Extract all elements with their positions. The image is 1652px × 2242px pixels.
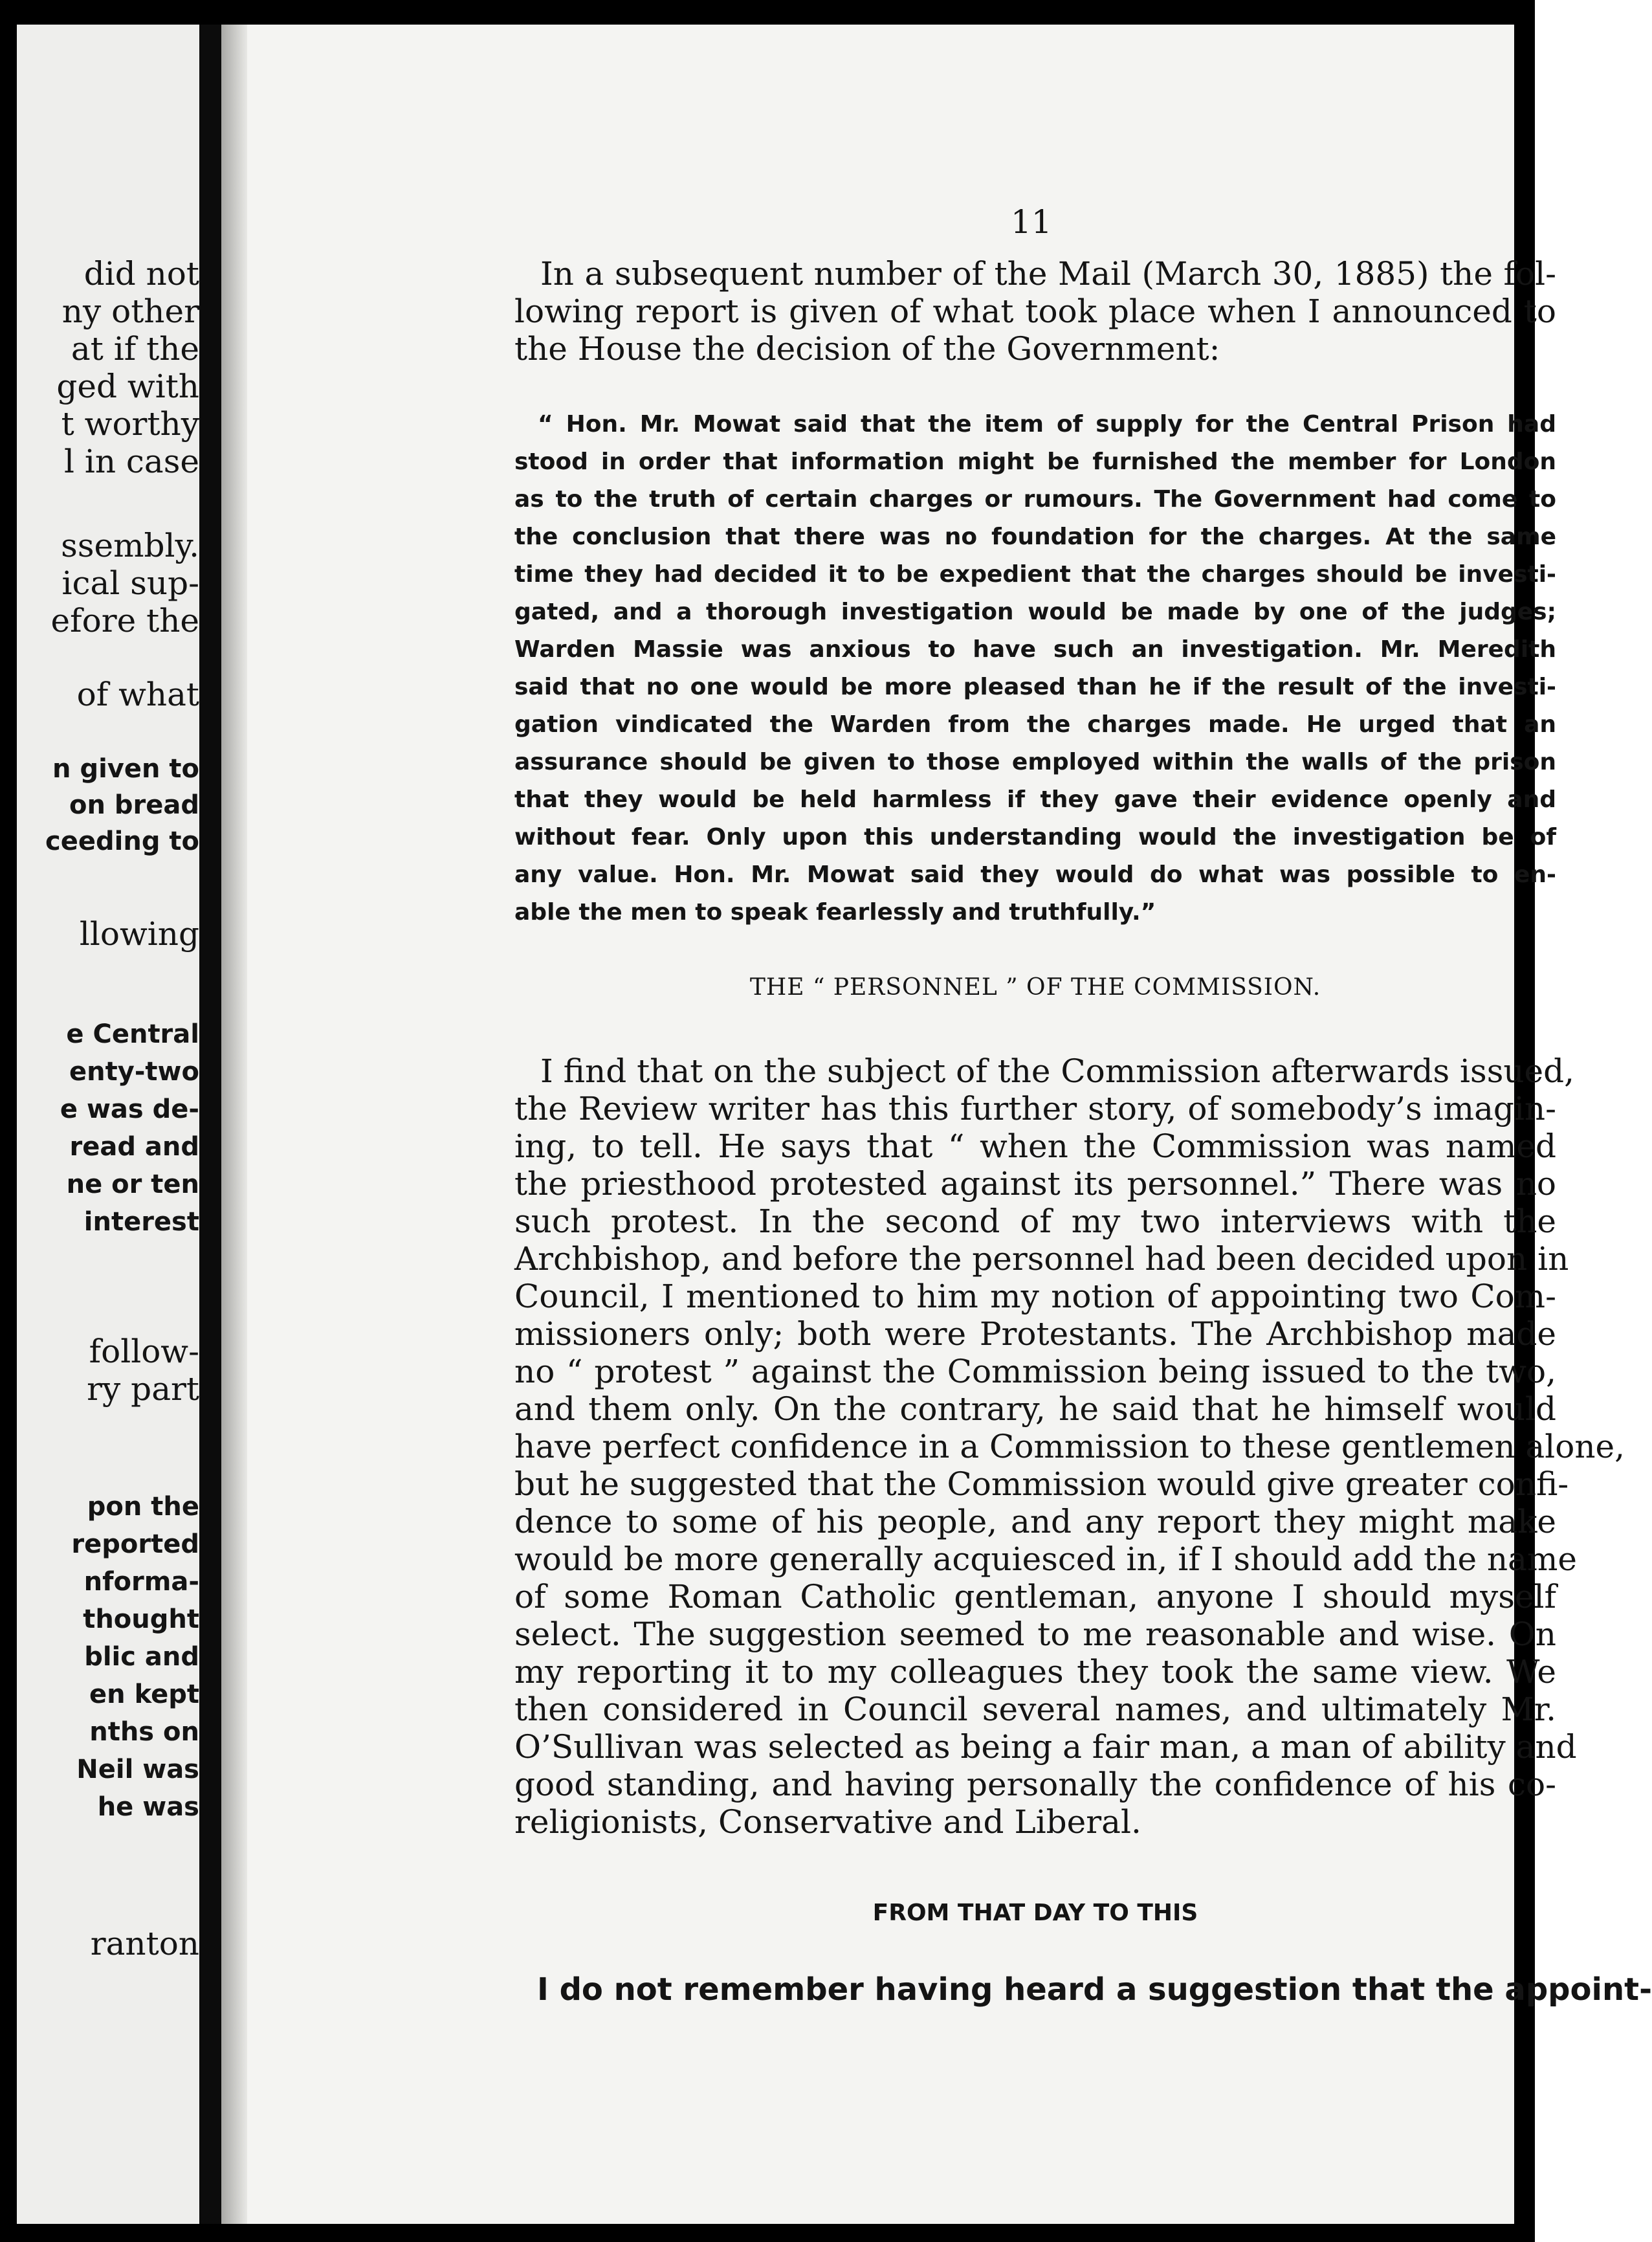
gutter-shadow xyxy=(221,25,247,2224)
left-page-fragment: pon the xyxy=(87,1492,199,1522)
body-line: but he suggested that the Commission would give greater confi- xyxy=(514,1465,1569,1503)
section-heading-from-that-day: FROM THAT DAY TO THIS xyxy=(872,1900,1198,1926)
body-line: have perfect confidence in a Commission to these gentlemen alone, xyxy=(514,1428,1625,1465)
intro-line: lowing report is given of what took place when I announced to xyxy=(514,293,1556,330)
quote-line: the conclusion that there was no foundation for the charges. At the same xyxy=(514,524,1556,550)
left-page-fragment: en kept xyxy=(89,1680,199,1709)
body-line: O’Sullivan was selected as being a fair man, a man of ability and xyxy=(514,1728,1577,1766)
left-page-fragment: interest xyxy=(83,1207,199,1237)
quote-line: assurance should be given to those employed within the walls of the prison xyxy=(514,749,1556,775)
body-line: religionists, Conservative and Liberal. xyxy=(514,1803,1141,1841)
left-page-fragment: nths on xyxy=(89,1717,199,1747)
left-page-fragment: nforma- xyxy=(83,1567,199,1597)
section-heading-personnel: THE “ PERSONNEL ” OF THE COMMISSION. xyxy=(749,974,1321,1001)
left-page-fragment: n given to xyxy=(52,754,199,784)
body-line: then considered in Council several names, and ultimately Mr. xyxy=(514,1691,1556,1728)
scan-border-top xyxy=(0,0,1535,25)
left-page-fragment: l in case xyxy=(63,443,199,480)
body-line: select. The suggestion seemed to me reasonable and wise. On xyxy=(514,1615,1556,1653)
body-line: dence to some of his people, and any report they might make xyxy=(514,1503,1556,1540)
left-page-fragment: llowing xyxy=(79,915,199,953)
body-line: the priesthood protested against its personnel.” There was no xyxy=(514,1165,1556,1203)
quote-line: said that no one would be more pleased than he if the result of the investi- xyxy=(514,674,1556,700)
body-line: no “ protest ” against the Commission being issued to the two, xyxy=(514,1353,1556,1390)
body-line: I do not remember having heard a suggestion that the appoint- xyxy=(537,1971,1652,2008)
body-line: the Review writer has this further story, of somebody’s imagin- xyxy=(514,1090,1556,1127)
body-line: Archbishop, and before the personnel had been decided upon in xyxy=(514,1240,1569,1278)
quote-line: as to the truth of certain charges or rumours. The Government had come to xyxy=(514,486,1556,513)
left-page-fragment: ranton xyxy=(90,1925,199,1962)
left-page-fragment: ny other xyxy=(61,293,199,330)
body-line: Council, I mentioned to him my notion of appointing two Com- xyxy=(514,1278,1556,1315)
body-line: of some Roman Catholic gentleman, anyone I should myself xyxy=(514,1578,1556,1615)
left-page-fragment: at if the xyxy=(71,330,199,368)
quote-line: “ Hon. Mr. Mowat said that the item of supply for the Central Prison had xyxy=(538,411,1556,438)
left-page-fragment: follow- xyxy=(89,1333,199,1370)
body-line: and them only. On the contrary, he said that he himself would xyxy=(514,1390,1556,1428)
left-page-fragment: ceeding to xyxy=(45,827,199,856)
left-page-fragment: e Central xyxy=(66,1019,199,1049)
scan-border-left xyxy=(0,0,17,2242)
left-page-fragment: Neil was xyxy=(76,1755,199,1784)
book-gutter xyxy=(199,25,221,2224)
quote-line: gation vindicated the Warden from the charges made. He urged that an xyxy=(514,711,1556,738)
left-page-fragment: ry part xyxy=(87,1370,199,1408)
body-line: such protest. In the second of my two interviews with the xyxy=(514,1203,1556,1240)
left-page-fragment: did not xyxy=(83,255,199,293)
left-page-fragment: ssembly. xyxy=(61,527,199,564)
body-line: my reporting it to my colleagues they took the same view. We xyxy=(514,1653,1556,1691)
body-line: ing, to tell. He says that “ when the Commission was named xyxy=(514,1127,1556,1165)
scan-border-bottom xyxy=(0,2224,1535,2242)
left-page-fragment: read and xyxy=(69,1132,199,1162)
left-page-fragment: t worthy xyxy=(61,405,199,443)
left-facing-page xyxy=(17,25,199,2224)
left-page-fragment: efore the xyxy=(50,602,199,639)
quote-line: gated, and a thorough investigation would be made by one of the judges; xyxy=(514,599,1556,625)
main-page xyxy=(247,25,1652,2224)
left-page-fragment: blic and xyxy=(84,1642,199,1672)
intro-line: In a subsequent number of the Mail (March 30, 1885) the fol- xyxy=(540,255,1556,293)
body-line: good standing, and having personally the confidence of his co- xyxy=(514,1766,1556,1803)
left-page-fragment: ged with xyxy=(56,368,199,405)
body-line: would be more generally acquiesced in, if I should add the name xyxy=(514,1540,1577,1578)
body-line: missioners only; both were Protestants. The Archbishop made xyxy=(514,1315,1556,1353)
left-page-fragment: ical sup- xyxy=(61,564,199,602)
left-page-fragment: ne or ten xyxy=(66,1170,199,1199)
quote-line: that they would be held harmless if they gave their evidence openly and xyxy=(514,786,1556,813)
body-line: I find that on the subject of the Commission afterwards issued, xyxy=(540,1052,1575,1090)
quote-line: any value. Hon. Mr. Mowat said they would do what was possible to en- xyxy=(514,861,1556,888)
left-page-fragment: thought xyxy=(83,1604,199,1634)
left-page-fragment: reported xyxy=(71,1529,199,1559)
page-number: 11 xyxy=(1011,203,1052,241)
quote-line: time they had decided it to be expedient that the charges should be investi- xyxy=(514,561,1556,588)
quote-line: without fear. Only upon this understanding would the investigation be of xyxy=(514,824,1556,850)
left-page-fragment: enty-two xyxy=(69,1057,199,1087)
quote-line: able the men to speak fearlessly and truthfully.” xyxy=(514,899,1156,926)
quote-line: Warden Massie was anxious to have such an investigation. Mr. Meredith xyxy=(514,636,1556,663)
intro-line: the House the decision of the Government: xyxy=(514,330,1220,368)
left-page-fragment: of what xyxy=(76,676,199,713)
quote-line: stood in order that information might be furnished the member for London xyxy=(514,449,1556,475)
left-page-fragment: he was xyxy=(97,1792,199,1822)
left-page-fragment: on bread xyxy=(69,790,199,820)
left-page-fragment: e was de- xyxy=(60,1094,199,1124)
